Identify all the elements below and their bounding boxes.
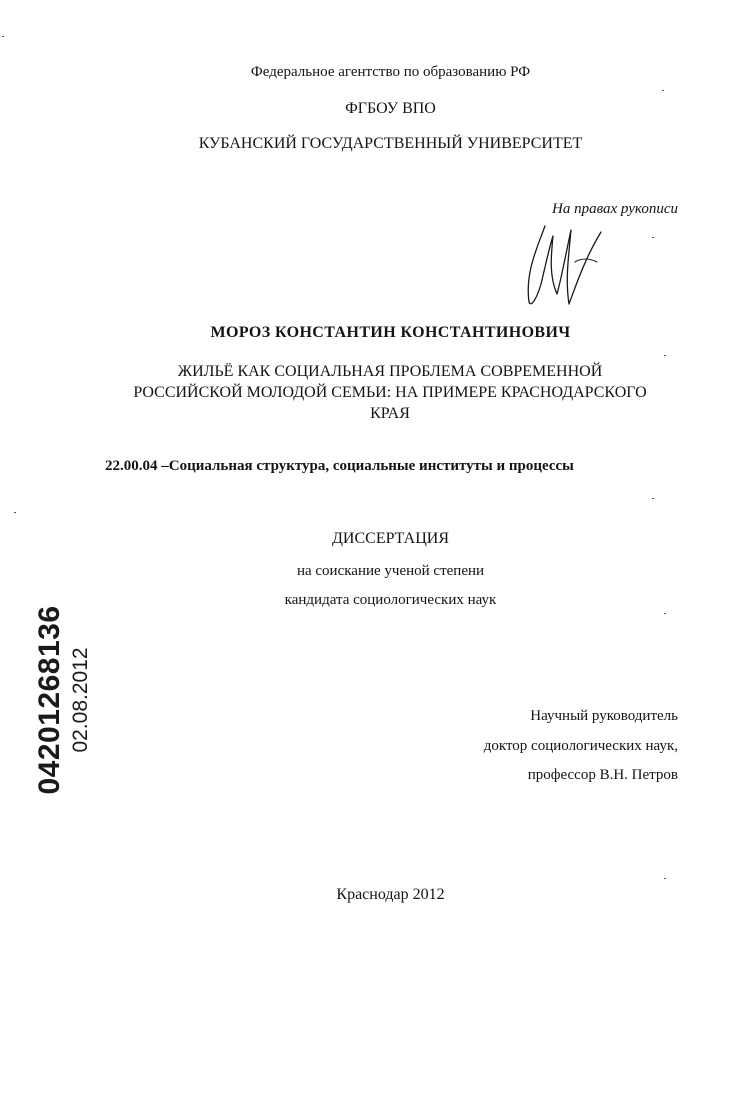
title-line: КРАЯ (370, 405, 410, 422)
agency-name: Федеральное агентство по образованию РФ (250, 64, 531, 80)
author-name: МОРОЗ КОНСТАНТИН КОНСТАНТИНОВИЧ (210, 324, 571, 341)
manuscript-note: На правах рукописи (552, 201, 678, 217)
university-name: КУБАНСКИЙ ГОСУДАРСТВЕННЫЙ УНИВЕРСИТЕТ (198, 135, 583, 152)
scan-speck (652, 237, 654, 238)
degree-line-2: кандидата социологических наук (284, 592, 497, 608)
library-stamp-number: 04201268136 (33, 605, 66, 795)
title-line: ЖИЛЬЁ КАК СОЦИАЛЬНАЯ ПРОБЛЕМА СОВРЕМЕННОЙ (177, 363, 603, 380)
specialty-code: 22.00.04 –Социальная структура, социальные институты и процессы (105, 458, 574, 474)
scan-speck (652, 498, 654, 499)
library-stamp-date: 02.08.2012 (69, 647, 92, 753)
scan-speck (664, 878, 666, 879)
supervisor-degree: доктор социологических наук, (483, 738, 678, 754)
author-signature (515, 218, 610, 310)
degree-line-1: на соискание ученой степени (296, 563, 485, 579)
scan-speck (14, 512, 16, 513)
document-type: ДИССЕРТАЦИЯ (332, 530, 449, 547)
supervisor-name: профессор В.Н. Петров (527, 767, 678, 783)
place-and-year: Краснодар 2012 (336, 886, 445, 903)
scan-speck (664, 613, 666, 614)
dissertation-title (40, 361, 733, 424)
scan-speck (662, 90, 664, 91)
scan-speck (664, 355, 666, 356)
organization-name: ФГБОУ ВПО (345, 100, 436, 117)
scan-speck (2, 36, 4, 37)
supervisor-role: Научный руководитель (530, 708, 678, 724)
title-line: РОССИЙСКОЙ МОЛОДОЙ СЕМЬИ: НА ПРИМЕРЕ КРАСНОДАРСКОГО (133, 384, 647, 401)
